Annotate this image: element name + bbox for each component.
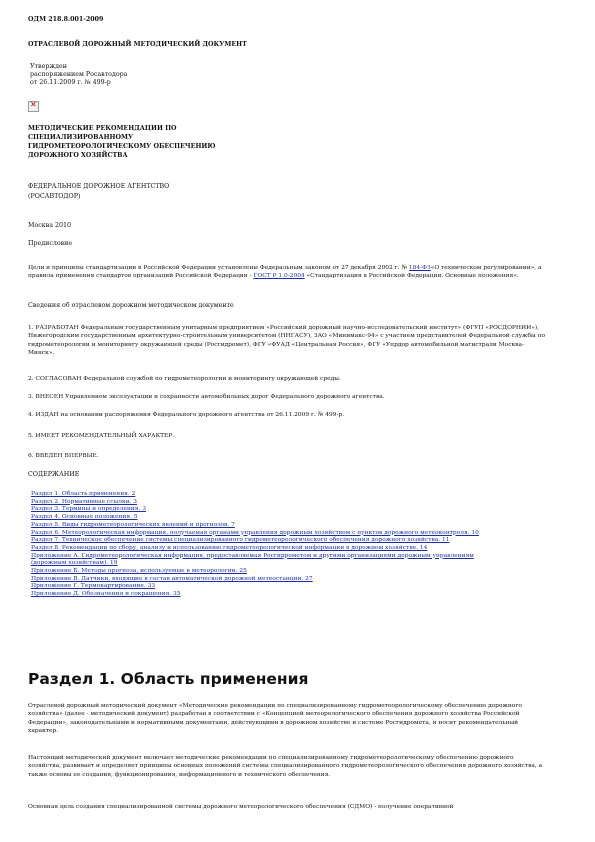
- toc-link[interactable]: Раздел 4. Основные положения. 5: [31, 514, 138, 521]
- info-item-3: 3. ВНЕСЕН Управлением эксплуатации и сохранности автомобильных дорог Федерального дорожного агентства.: [28, 394, 385, 400]
- section-1-paragraph-1: Отраслевой дорожный методический документ «Методические рекомендации по специализированному гидрометеорологическому обеспечению дорожного хозяйства» (далее - методический документ) разработан в соответствии с «Концепцией метеорологического обеспечения дорожного хозяйства Российской Федерации», законодательными и нормативными документами, действующими в дорожном хозяйстве и системе Росгидромета, и носит рекомендательный характер.: [28, 703, 522, 734]
- approval-line-1: Утвержден: [30, 63, 67, 70]
- info-item-4: 4. ИЗДАН на основании распоряжения Федерального дорожного агентства от 26.11.2009 г. № 499-р.: [28, 412, 345, 418]
- document-type: ОТРАСЛЕВОЙ ДОРОЖНЫЙ МЕТОДИЧЕСКИЙ ДОКУМЕНТ: [28, 41, 247, 48]
- toc-link[interactable]: Раздел 2. Нормативные ссылки. 3: [31, 498, 138, 505]
- agency-line-1: ФЕДЕРАЛЬНОЕ ДОРОЖНОЕ АГЕНТСТВО: [28, 183, 170, 190]
- broken-image-icon: ✕: [28, 101, 39, 112]
- toc-link[interactable]: Раздел 7. Техническое обеспечение системы специализированного гидрометеорологического обеспечения дорожного хозяйства. 11: [31, 537, 450, 544]
- toc-link[interactable]: Раздел 8. Рекомендации по сбору, анализу и использованию гидрометеорологической информации в дорожном хозяйстве. 14: [31, 544, 428, 551]
- agency-line-2: (РОСАВТОДОР): [28, 193, 81, 200]
- foreword-paragraph: Цели и принципы стандартизации в Российской Федерации установлены Федеральным законом от 27 декабря 2002 г. № 184-ФЗ«О техническом регулировании», а правила применения стандартов организаций Российской Федерации - ГОСТ Р 1.0-2004 «Стандартизация в Российской Федерации. Основные положения».: [28, 265, 542, 280]
- section-1-heading: Раздел 1. Область применения: [28, 670, 309, 688]
- title-line-2: СПЕЦИАЛИЗИРОВАННОМУ: [28, 134, 134, 141]
- toc-link[interactable]: Приложение Д. Обозначения и сокращения. 35: [31, 591, 181, 598]
- toc-link[interactable]: Раздел 3. Термины и определения. 3: [31, 506, 147, 513]
- info-item-1: 1. РАЗРАБОТАН Федеральным государственным унитарным предприятием «Российский дорожный научно-исследовательский институт» (ФГУП «РОСДОРНИИ»), Нижегородским государственным архитектурно-строительным университетом (ННГАСУ), ЗАО «Минимакс-94» с участием представителей Федеральной службы по гидрометеорологии и мониторингу окружающей среды (Росгидромет), ФГУ «ФУАД «Центральная Россия», ФГУ «Упрдор автомобильной магистрали Москва-Минск».: [28, 325, 546, 356]
- city-year: Москва 2010: [28, 222, 72, 229]
- toc-link[interactable]: Приложение Г. Термокартирование. 33: [31, 583, 156, 590]
- section-1-paragraph-3: Основная цель создания специализированной системы дорожного метеорологического обеспечения (СДМО) - получение оперативной: [28, 804, 454, 810]
- toc-link[interactable]: Приложение В. Датчики, входящие в состав автоматической дорожной метеостанции. 27: [31, 575, 313, 582]
- toc-link[interactable]: Раздел 5. Виды гидрометеорологических явлений и прогнозов. 7: [31, 521, 235, 528]
- document-code: ОДМ 218.8.001-2009: [28, 16, 104, 23]
- info-item-2: 2. СОГЛАСОВАН Федеральной службой по гидрометеорологии и мониторингу окружающей среды.: [28, 376, 341, 382]
- info-item-6: 6. ВВЕДЕН ВПЕРВЫЕ.: [28, 453, 99, 459]
- title-line-3: ГИДРОМЕТЕОРОЛОГИЧЕСКОМУ ОБЕСПЕЧЕНИЮ: [28, 143, 216, 150]
- toc-link[interactable]: Приложение А. Гидрометеорологическая информация, предоставляемая Росгидрометом и другими организациями дорожным управлениям (дорожным хозяйствам). 19: [31, 552, 474, 567]
- contents-heading: СОДЕРЖАНИЕ: [28, 471, 80, 478]
- info-item-5: 5. ИМЕЕТ РЕКОМЕНДАТЕЛЬНЫЙ ХАРАКТЕР.: [28, 433, 175, 439]
- toc-link[interactable]: Приложение Б. Методы прогноза, используемые в метеорологии. 25: [31, 568, 247, 575]
- foreword-heading: Предисловие: [28, 240, 73, 247]
- toc-link[interactable]: Раздел 6. Метеорологическая информация, получаемая органами управления дорожным хозяйством с пунктов дорожного метеоконтроля. 10: [31, 529, 479, 536]
- approval-line-2: распоряжением Росавтодора: [30, 71, 128, 78]
- title-line-1: МЕТОДИЧЕСКИЕ РЕКОМЕНДАЦИИ ПО: [28, 125, 177, 132]
- law-184-fz-link[interactable]: 184-ФЗ: [408, 265, 431, 271]
- info-heading: Сведения об отраслевом дорожном методическом документе: [28, 302, 234, 309]
- table-of-contents: [31, 491, 501, 599]
- toc-link[interactable]: Раздел 1. Область применения. 2: [31, 491, 136, 497]
- section-1-paragraph-2: Настоящий методический документ включает методические рекомендации по специализированному гидрометеорологическому обеспечению дорожного хозяйства, развивает и определяет принципы основных положений системы специализированного гидрометеорологического обеспечения дорожного хозяйства, а также основы ее создания, функционирования, информационного и технического обеспечения.: [28, 755, 543, 778]
- title-line-4: ДОРОЖНОГО ХОЗЯЙСТВА: [28, 152, 128, 159]
- gost-r-1-0-2004-link[interactable]: ГОСТ Р 1.0-2004: [253, 273, 305, 280]
- approval-line-3: от 26.11.2009 г. № 499-р: [30, 79, 111, 86]
